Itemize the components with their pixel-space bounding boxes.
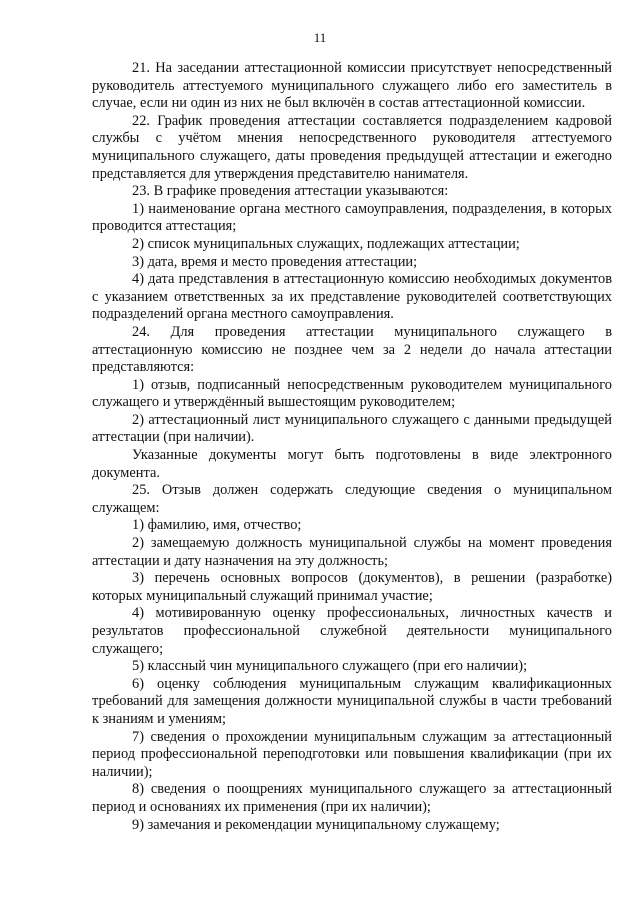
list-item: 4) мотивированную оценку профессиональных, личностных качеств и результатов профессиональной служебной деятельности муниципального служащего; <box>92 605 612 657</box>
list-item: 9) замечания и рекомендации муниципальному служащему; <box>132 816 500 833</box>
list-item: 3) дата, время и место проведения аттестации; <box>132 253 418 270</box>
list-item: 2) аттестационный лист муниципального служащего с данными предыдущей аттестации (при наличии). <box>92 411 612 446</box>
list-item: 5) классный чин муниципального служащего (при его наличии); <box>132 658 528 675</box>
list-item: 1) отзыв, подписанный непосредственным руководителем муниципального служащего и утверждённый вышестоящим руководителем; <box>92 376 612 411</box>
paragraph-21: 21. На заседании аттестационной комиссии присутствует непосредственный руководитель аттестуемого муниципального служащего либо его заместитель в случае, если ни один из них не был включён в состав аттестационной комиссии. <box>92 60 612 112</box>
list-item: 4) дата представления в аттестационную комиссию необходимых документов с указанием ответственных за их представление руководителей соответствующих подразделений органа местного самоуправления. <box>92 271 612 323</box>
list-item: 2) список муниципальных служащих, подлежащих аттестации; <box>132 235 520 252</box>
paragraph-23: 23. В графике проведения аттестации указываются: <box>132 183 449 200</box>
paragraph-note: Указанные документы могут быть подготовлены в виде электронного документа. <box>92 447 612 481</box>
list-item: 6) оценку соблюдения муниципальным служащим квалификационных требований для замещения должности муниципальной службы в части требований к знаниям и умениям; <box>92 675 612 727</box>
list-item: 1) наименование органа местного самоуправления, подразделения, в которых проводится аттестация; <box>92 200 612 235</box>
list-item: 8) сведения о поощрениях муниципального служащего за аттестационный период и основаниях их применения (при их наличии); <box>92 781 612 815</box>
list-item: 1) фамилию, имя, отчество; <box>132 517 302 534</box>
document-body <box>92 60 612 834</box>
paragraph-24: 24. Для проведения аттестации муниципального служащего в аттестационную комиссию не позднее чем за 2 недели до начала аттестации представляются: <box>92 323 612 376</box>
list-item: 3) перечень основных вопросов (документов), в решении (разработке) которых муниципальный служащий принимал участие; <box>92 570 612 604</box>
paragraph-22: 22. График проведения аттестации составляется подразделением кадровой службы с учётом мнения непосредственного руководителя аттестуемого муниципального служащего, даты проведения предыдущей аттестации и ежегодно представляется для утверждения представителю нанимателя. <box>92 112 612 182</box>
list-item: 2) замещаемую должность муниципальной службы на момент проведения аттестации и дату назначения на эту должность; <box>92 535 612 569</box>
list-item: 7) сведения о прохождении муниципальным служащим за аттестационный период профессиональной переподготовки или повышения квалификации (при их наличии); <box>92 728 612 780</box>
page-number: 11 <box>313 30 327 45</box>
paragraph-25: 25. Отзыв должен содержать следующие сведения о муниципальном служащем: <box>92 482 612 516</box>
